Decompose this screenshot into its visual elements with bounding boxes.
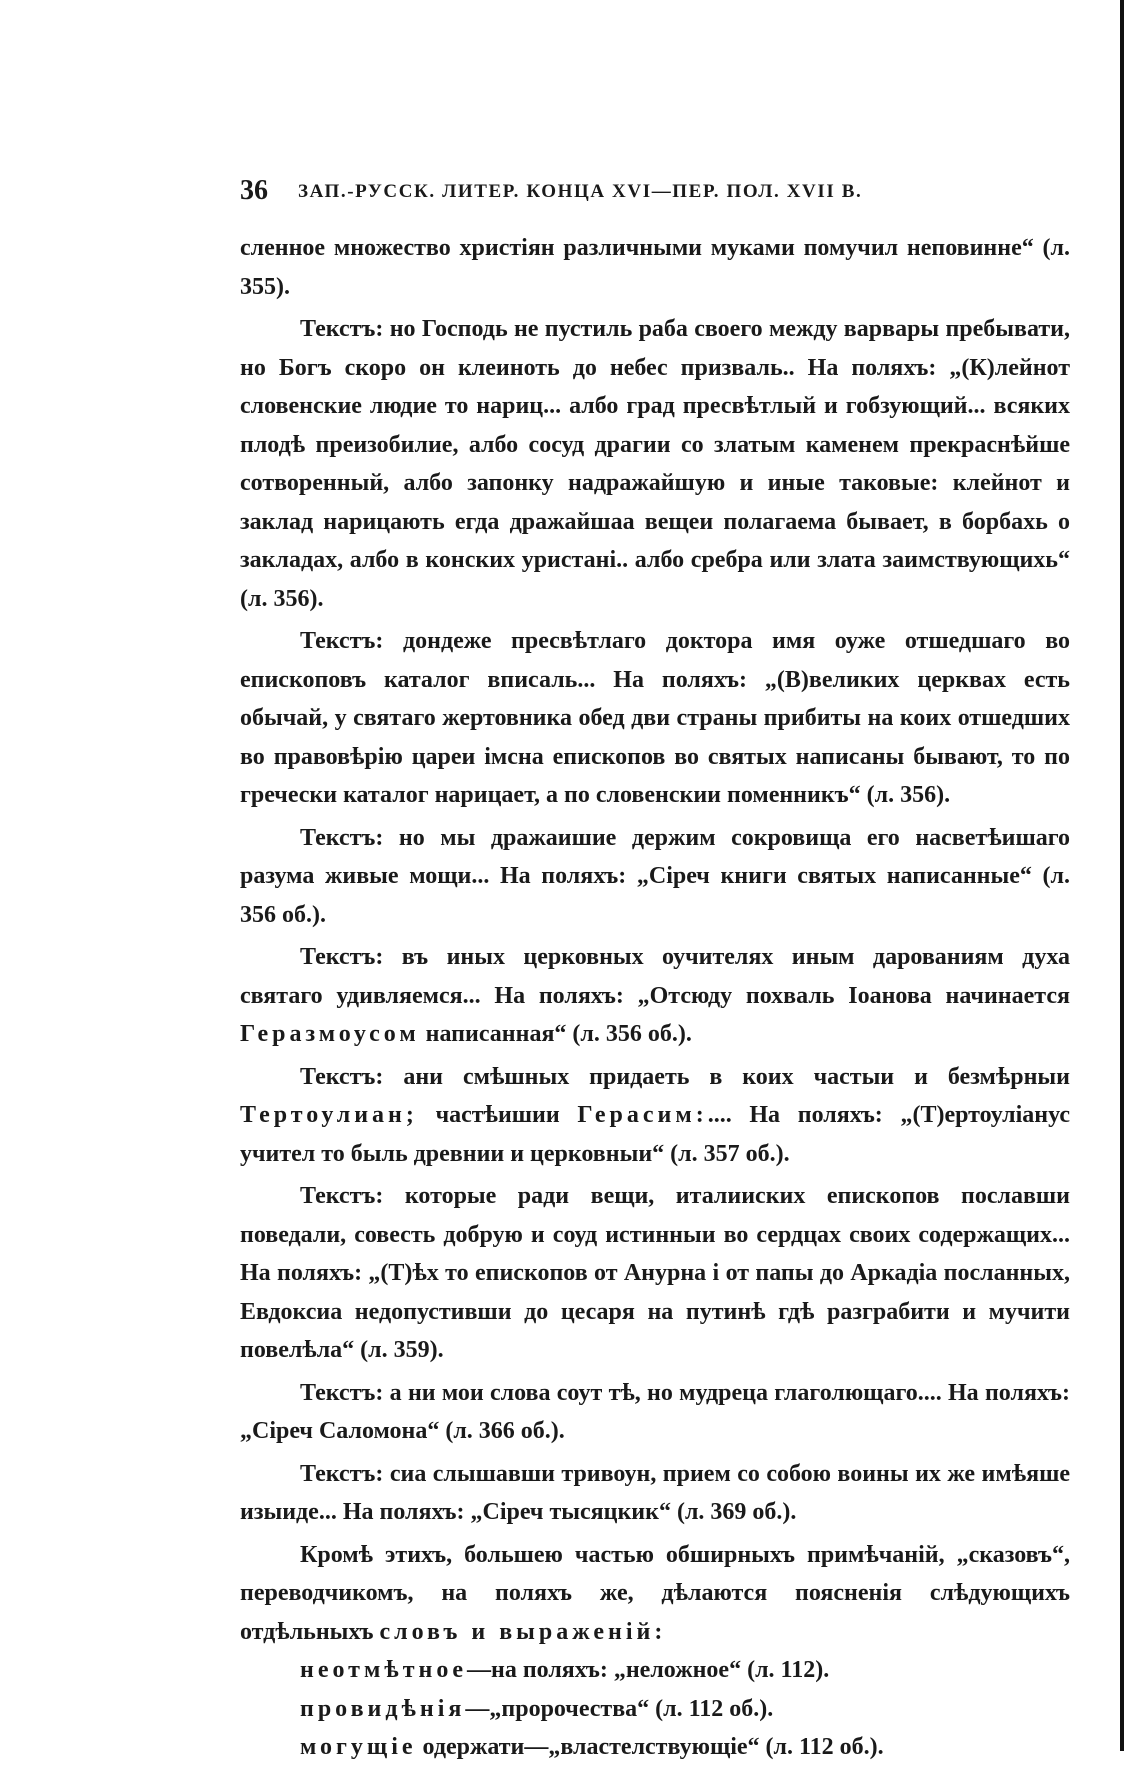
- paragraph: Текстъ: а ни мои слова соут тѣ, но мудреца глаголющаго.... На поляхъ: „Сіреч Саломона“ (л. 366 об.).: [240, 1379, 1070, 1444]
- paragraph: Текстъ: но мы дражаишие держим сокровища его насветѣишаго разума живые мощи... На поляхъ: „Сіреч книги святых написанные“ (л. 356 об.).: [240, 824, 1070, 928]
- paragraph-text: частѣишии: [435, 1102, 560, 1128]
- paragraph: [240, 1536, 1070, 1652]
- paragraph: Текстъ: дондеже пресвѣтлаго доктора имя оуже отшедшаго во епископовъ каталог вписаль... На поляхъ: „(В)великих церквах есть обычай, у святаго жертовника обед дви страны прибиты на коих отшедших во правовѣрію цареи імсна епископов во святых написаны бывают, то по гречески каталог нарицает, а по словенскии поменникъ“ (л. 356).: [240, 628, 1070, 808]
- glossary-term: провидѣнія: [300, 1695, 466, 1722]
- spaced-name: Герасим:: [577, 1102, 708, 1128]
- body-text: [240, 229, 1070, 1767]
- paragraph: Текстъ: но Господь не пустиль раба своего между варвары пребывати, но Богъ скоро он клеиноть до небес призваль.. На поляхъ: „(К)лейнот словенские людие то нариц... албо град пресвѣтлый и гобзующий... всяких плодѣ преизобилие, албо сосуд драгии со златым каменем прекраснѣйше сотворенный, албо запонку надражайшую и иные таковые: клейнот и заклад нарицають егда дражайшаа вещеи полагаема бывает, в борбахь о закладах, албо в конских уристані.. албо сребра или злата заимствующихь“ (л. 356).: [240, 316, 1070, 612]
- glossary-entry: [240, 1728, 1070, 1767]
- glossary-term: могущіе: [300, 1734, 417, 1760]
- running-head: [240, 175, 1070, 215]
- spaced-name: Тертоулиан;: [240, 1102, 418, 1128]
- glossary-gloss: —на поляхъ: „неложное“ (л. 112).: [466, 1657, 830, 1683]
- glossary-term: неотмѣтное: [300, 1657, 467, 1683]
- paragraph-text: :: [654, 1618, 663, 1645]
- paragraph-text: написанная“ (л. 356 об.).: [425, 1021, 692, 1047]
- running-title: ЗАП.-РУССК. ЛИТЕР. КОНЦА XVI—ПЕР. ПОЛ. XVII В.: [298, 181, 863, 202]
- paragraph: Текстъ: которые ради вещи, италииских епископов пославши поведали, совесть добрую и соуд истинныи во сердцах своих содержащих... На поляхъ: „(Т)ѣх то епископов от Анурна і от папы до Аркадіа посланных, Евдоксиа недопустивши до цесаря на путинѣ гдѣ разграбити и мучити повелѣла“ (л. 359).: [240, 1183, 1070, 1363]
- paragraph-text: Кромѣ этихъ, большею частью обширныхъ примѣчаній, „сказовъ“, переводчикомъ, на поляхъ же, дѣлаются поясненія слѣдующихъ отдѣльныхъ: [240, 1541, 1070, 1645]
- glossary-entry: [240, 1690, 1070, 1729]
- paragraph-text: Текстъ: въ иных церковных оучителях иным дарованиям духа святаго удивляемся... На поляхъ: „Отсюду похваль Іоанова начинается: [240, 944, 1070, 1009]
- paragraph: Текстъ: сиа слышавши тривоун, прием со собою воины их же имѣяше изыиде... На поляхъ: „Сіреч тысяцкик“ (л. 369 об.).: [240, 1460, 1070, 1525]
- glossary-entry: [240, 1651, 1070, 1690]
- paragraph: [240, 938, 1070, 1054]
- paragraph-text: Текстъ: ани смѣшных придаеть в коих частыи и безмѣрныи: [300, 1063, 1070, 1090]
- book-page: [240, 175, 1070, 1767]
- glossary-gloss: —„пророчества“ (л. 112 об.).: [465, 1695, 774, 1722]
- scan-edge-line: [1120, 0, 1124, 1751]
- page-number: 36: [240, 175, 268, 206]
- glossary-gloss: одержати—„властелствующіе“ (л. 112 об.).: [416, 1734, 884, 1760]
- paragraph-continuation: сленное множество христіян различными муками помучил неповинне“ (л. 355).: [240, 235, 1070, 300]
- spaced-name: Геразмоусом: [240, 1021, 420, 1047]
- spaced-phrase: словъ и выраженій: [379, 1618, 655, 1645]
- paragraph: [240, 1058, 1070, 1174]
- paragraph-text: .... На поляхъ: „(Т)ертоуліанус учител то быль древнии и церковныи“ (л. 357 об.).: [240, 1102, 1071, 1167]
